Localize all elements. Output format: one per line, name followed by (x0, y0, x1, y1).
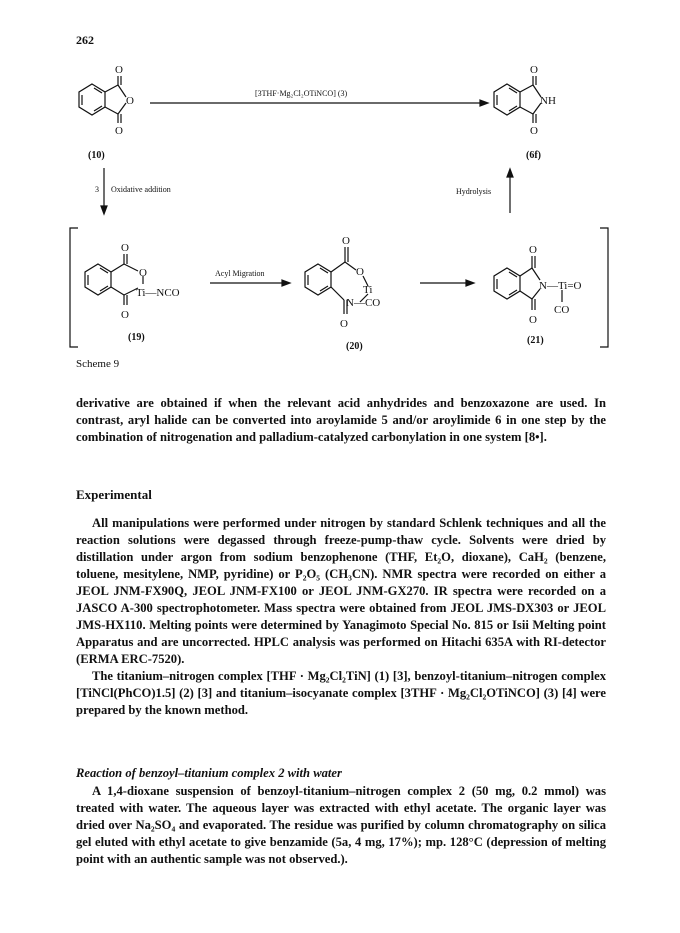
compound-label-20: (20) (346, 341, 363, 352)
atom-o: O (139, 267, 147, 279)
oxidative-addition-label: Oxidative addition (111, 185, 171, 194)
compound-19-structure (85, 254, 143, 305)
compound-label-21: (21) (527, 335, 544, 346)
paragraph-reaction: A 1,4-dioxane suspension of benzoyl-titanium–nitrogen complex 2 (50 mg, 0.2 mmol) was treated with water. The aqueous layer was extracted with ethyl acetate. The organic layer was dried over Na₂SO₄ and evaporated. The residue was purified by column chromatography on silica gel eluted with ethyl acetate to give benzamide (5a, 4 mg, 17%); mp. 128°C (depression of melting point with an authentic sample was not observed.). (76, 784, 606, 866)
phthalimide-structure (494, 76, 541, 123)
atom-o: O (126, 95, 134, 107)
scheme-drawing (0, 0, 680, 380)
subsection-heading: Reaction of benzoyl–titanium complex 2 with water (76, 766, 342, 780)
atom-o: O (529, 314, 537, 326)
atom-o: O (342, 235, 350, 247)
top-reagent-label: [3THF·Mg₂Cl₂OTiNCO] (3) (255, 89, 348, 98)
reaction-scheme (0, 0, 680, 380)
page-number: 262 (76, 33, 94, 47)
atom-o: O (530, 125, 538, 137)
experimental-text (76, 515, 606, 719)
atom-o: O (529, 244, 537, 256)
atom-o: O (121, 309, 129, 321)
hydrolysis-label: Hydrolysis (456, 187, 492, 196)
atom-nh: NH (540, 95, 556, 107)
phthalic-anhydride-structure (79, 76, 126, 123)
paragraph-intro: derivative are obtained if when the relevant acid anhydrides and benzoxazone are used. In contrast, aryl halide can be converted into aroylamide 5 and/or aroylimide 6 in one step by the combination of nitrogenation and palladium-catalyzed carbonylation in one system [8•]. (76, 396, 606, 444)
atom-n-ti-o: N—Ti=O (539, 280, 582, 292)
atom-o: O (115, 64, 123, 76)
paragraph-complexes: The titanium–nitrogen complex [THF · Mg₂Cl₂TiN] (1) [3], benzoyl-titanium–nitrogen complex [TiNCl(PhCO)1.5] (2) [3] and titanium–isocyanate complex [3THF · Mg₂Cl₂OTiNCO] (3) [4] were prepared by the known method. (76, 669, 606, 717)
scheme-caption: Scheme 9 (76, 358, 120, 370)
atom-ti-nco: Ti—NCO (136, 287, 180, 299)
oxidative-addition-step: 3 (95, 185, 99, 194)
atom-ti: Ti (363, 284, 373, 296)
compound-label-6f: (6f) (526, 150, 541, 161)
atom-o: O (121, 242, 129, 254)
paragraph-methods: All manipulations were performed under nitrogen by standard Schlenk techniques and all the reaction solutions were degassed through freeze-pump-thaw cycle. Solvents were dried by distillation under argon from sodium benzophenone (THF, Et₂O, dioxane), CaH₂ (benzene, toluene, mesitylene, NMP, pyridine) or P₂O₅ (CH₃CN). NMR spectra were recorded on either a JEOL JNM-FX90Q, JEOL JNM-FX100 or JEOL JNM-GX270. IR spectra were recorded on a JASCO A-300 spectrophotometer. Mass spectra were obtained from JEOL JMS-DX303 or JEOL JMS-HX110. Melting points were determined by Yanagimoto Special No. 815 or Isii Melting point Apparatus and are uncorrected. HPLC analysis was performed on Hitachi 635A with RI-detector (ERMA ERC-7520). (76, 516, 606, 666)
atom-n-co: N—CO (346, 297, 381, 309)
atom-o: O (340, 318, 348, 330)
section-heading: Experimental (76, 487, 152, 502)
acyl-migration-label: Acyl Migration (215, 269, 265, 278)
compound-label-19: (19) (128, 332, 145, 343)
atom-co: CO (554, 304, 570, 316)
atom-o: O (356, 266, 364, 278)
reaction-text (76, 783, 606, 868)
atom-o: O (530, 64, 538, 76)
compound-label-10: (10) (88, 150, 105, 161)
atom-o: O (115, 125, 123, 137)
